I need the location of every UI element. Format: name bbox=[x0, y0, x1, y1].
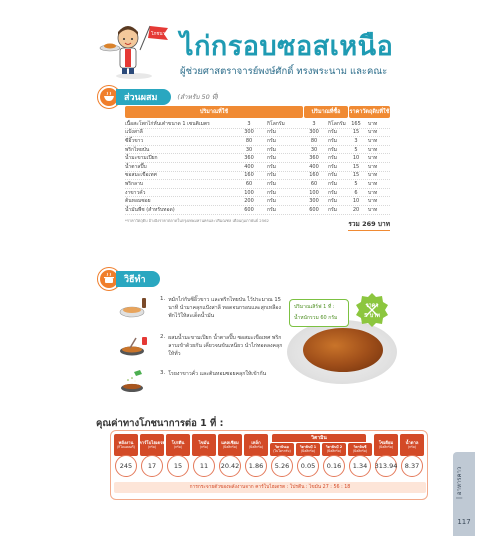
price: 15 bbox=[352, 129, 360, 136]
table-row bbox=[125, 197, 390, 206]
stir-pan-icon bbox=[118, 334, 152, 358]
price: 20 bbox=[352, 206, 360, 213]
qty-bought: 3 bbox=[312, 120, 316, 127]
table-row bbox=[125, 120, 390, 129]
qty-used: 100 bbox=[244, 189, 254, 196]
ingredient-name: เนื้อสะโพกไก่หั่นเต๋าขนาด 1 เซนติเมตร bbox=[125, 120, 210, 127]
qty-bought: 60 bbox=[310, 180, 318, 187]
unit-used: กรัม bbox=[267, 206, 277, 213]
nutrient-unit: (กรัม) bbox=[407, 444, 417, 449]
recipe-author: ผู้ช่วยศาสตราจารย์พงษ์ศักดิ์ ทรงพระนาม และคณะ bbox=[180, 66, 388, 77]
qty-used: 200 bbox=[244, 198, 254, 205]
qty-used: 360 bbox=[244, 155, 254, 162]
nutrient-header bbox=[114, 434, 138, 456]
marinate-bowl-icon bbox=[118, 296, 152, 320]
unit-used: กรัม bbox=[267, 146, 277, 153]
nutrient-value: 20.42 bbox=[219, 455, 241, 477]
nutrient-unit: (มิลลิกรัม) bbox=[300, 448, 316, 453]
sprinkle-pan-icon bbox=[118, 370, 152, 394]
nutrient-unit: (กรัม) bbox=[173, 444, 183, 449]
qty-bought: 160 bbox=[309, 172, 319, 179]
col-price: ราคาวัตถุดิบที่ใช้ bbox=[349, 106, 390, 118]
ingredient-name: แป้งสาลี bbox=[125, 129, 143, 136]
qty-bought: 80 bbox=[310, 137, 318, 144]
price: 15 bbox=[352, 163, 360, 170]
nutrient-header bbox=[140, 434, 164, 456]
section-side-tab bbox=[453, 452, 475, 536]
unit-bought: กรัม bbox=[328, 155, 338, 162]
table-row bbox=[125, 180, 390, 189]
nutrient-header bbox=[374, 434, 398, 456]
nutrient-header bbox=[400, 434, 424, 456]
section-name: | อาหารคาว bbox=[456, 466, 463, 500]
price-unit: บาท bbox=[368, 129, 378, 136]
unit-used: กรัม bbox=[267, 180, 277, 187]
nutrient-unit: (มิลลิกรัม) bbox=[378, 444, 394, 449]
unit-bought: กรัม bbox=[328, 198, 338, 205]
table-row bbox=[125, 172, 390, 181]
ingredient-name: พริกไทยป่น bbox=[125, 146, 150, 153]
price: 165 bbox=[351, 120, 361, 127]
price-unit: บาท bbox=[368, 189, 378, 196]
nutrient-name: ไขมัน bbox=[198, 439, 210, 445]
nutrient-value: 0.16 bbox=[323, 455, 345, 477]
unit-used: กรัม bbox=[267, 163, 277, 170]
nutrition-title: คุณค่าทางโภชนาการต่อ 1 ที่ : bbox=[96, 418, 224, 429]
price: 15 bbox=[352, 172, 360, 179]
nutrient-unit: (กรัม) bbox=[147, 444, 157, 449]
nutrient-unit: (กิโลแคลอรี) bbox=[117, 444, 135, 449]
nutrient-unit: (มิลลิกรัม) bbox=[352, 448, 368, 453]
ingredients-note: (สำหรับ 50 ที่) bbox=[177, 93, 219, 101]
table-footer bbox=[125, 219, 390, 231]
energy-distribution: การกระจายตัวของพลังงานจาก คาร์โบไฮเดรต : โปรตีน : ไขมัน 27 : 56 : 18 bbox=[114, 482, 426, 493]
qty-used: 80 bbox=[245, 137, 253, 144]
nutrient-value: 15 bbox=[167, 455, 189, 477]
price-unit: บาท bbox=[368, 146, 378, 153]
ingredient-name: พริกลาบ bbox=[125, 180, 144, 187]
ingredients-label: ส่วนผสม bbox=[116, 89, 171, 105]
unit-used: กิโลกรัม bbox=[267, 120, 285, 127]
method-label: วิธีทำ bbox=[116, 271, 160, 287]
nutrient-value: 1.86 bbox=[245, 455, 267, 477]
col-used: ปริมาณที่ใช้ bbox=[125, 106, 303, 118]
nutrient-header bbox=[218, 434, 242, 456]
step-2 bbox=[118, 334, 286, 358]
step-1-text: หมักไก่กับซีอิ๊วขาว และพริกไทยป่น ไว้ประมาณ 15 นาที นำมาคลุกแป้งสาลี ทอดจนกรอบและสุกเหลือง พักไว้ให้สะเด็ดน้ำมัน bbox=[168, 297, 281, 320]
nutrient-name: วิตามินเอ bbox=[275, 444, 289, 449]
unit-bought: กรัม bbox=[328, 189, 338, 196]
price-unit: บาท bbox=[368, 206, 378, 213]
price-badge-line1: ราคา bbox=[365, 303, 379, 309]
unit-used: กรัม bbox=[267, 198, 277, 205]
unit-bought: กรัม bbox=[328, 163, 338, 170]
qty-bought: 30 bbox=[310, 146, 318, 153]
nutrient-name: โซเดียม bbox=[378, 439, 394, 445]
table-row bbox=[125, 163, 390, 172]
price: 10 bbox=[352, 198, 360, 205]
price: 3 bbox=[354, 137, 358, 144]
unit-bought: กรัม bbox=[328, 129, 338, 136]
nutrient-header bbox=[244, 434, 268, 456]
price-unit: บาท bbox=[368, 180, 378, 187]
price-unit: บาท bbox=[368, 198, 378, 205]
step-3-number: 3. bbox=[160, 370, 166, 376]
step-1-number: 1. bbox=[160, 296, 166, 302]
qty-used: 400 bbox=[244, 163, 254, 170]
qty-bought: 400 bbox=[309, 163, 319, 170]
qty-bought: 100 bbox=[309, 189, 319, 196]
price-unit: บาท bbox=[368, 163, 378, 170]
unit-bought: กรัม bbox=[328, 206, 338, 213]
nutrient-name: โปรตีน bbox=[171, 439, 185, 445]
unit-used: กรัม bbox=[267, 189, 277, 196]
unit-bought: กรัม bbox=[328, 172, 338, 179]
unit-used: กรัม bbox=[267, 129, 277, 136]
table-row bbox=[125, 137, 390, 146]
nutrient-name: วิตามินบี 1 bbox=[299, 444, 317, 449]
nutrient-unit: (มิลลิกรัม) bbox=[326, 448, 342, 453]
nutrient-name: คาร์โบไฮเดรต bbox=[138, 439, 166, 445]
ingredient-name: ต้นหอมซอย bbox=[125, 198, 151, 205]
price-unit: บาท bbox=[368, 155, 378, 162]
unit-bought: กรัม bbox=[328, 146, 338, 153]
step-2-number: 2. bbox=[160, 334, 166, 340]
nutrient-value: 1.34 bbox=[349, 455, 371, 477]
nutrient-value: 245 bbox=[115, 455, 137, 477]
price: 5 bbox=[354, 180, 358, 187]
unit-bought: กิโลกรัม bbox=[328, 120, 346, 127]
total-price: รวม 269 บาท bbox=[348, 219, 390, 231]
serving-box bbox=[289, 299, 349, 327]
nutrition-header-row bbox=[114, 434, 426, 456]
ingredient-name: น้ำตาลปี๊บ bbox=[125, 163, 147, 170]
ingredients-table bbox=[125, 106, 390, 231]
table-row bbox=[125, 146, 390, 155]
vitamin-band: วิตามิน bbox=[272, 434, 366, 442]
table-header bbox=[125, 106, 390, 118]
unit-used: กรัม bbox=[267, 137, 277, 144]
ingredient-name: งาขาวคั่ว bbox=[125, 189, 146, 196]
nutrition-box bbox=[110, 430, 428, 500]
nutrient-header bbox=[192, 434, 216, 456]
price-badge bbox=[354, 292, 390, 328]
nutrient-name: น้ำตาล bbox=[405, 439, 419, 445]
qty-used: 3 bbox=[247, 120, 251, 127]
step-3 bbox=[118, 370, 286, 394]
crispy-chicken bbox=[303, 328, 383, 372]
price-unit: บาท bbox=[368, 172, 378, 179]
qty-used: 160 bbox=[244, 172, 254, 179]
unit-bought: กรัม bbox=[328, 180, 338, 187]
table-row bbox=[125, 206, 390, 215]
nutrient-value: 313.94 bbox=[375, 455, 397, 477]
table-row bbox=[125, 189, 390, 198]
price: 5 bbox=[354, 146, 358, 153]
serving-label: ปริมาณเสิร์ฟ 1 ที่ : bbox=[294, 304, 335, 310]
nutrient-name: เหล็ก bbox=[251, 439, 261, 445]
step-3-text: โรยงาขาวคั่ว และต้นหอมซอยคลุกให้เข้ากัน bbox=[168, 371, 267, 377]
qty-bought: 300 bbox=[309, 129, 319, 136]
recipe-title: ไก่กรอบซอสเหนือ bbox=[180, 31, 394, 62]
ingredient-name: ซอสมะเขือเทศ bbox=[125, 172, 157, 179]
price-unit: บาท bbox=[368, 120, 378, 127]
price-footnote: *ราคาวัตถุดิบ อ้างอิงราคาตลาดในกรุงเทพมหานครและปริมณฑล เดือนกุมภาพันธ์ 2562 bbox=[125, 217, 269, 223]
nutrient-unit: (ไมโครกรัม) bbox=[273, 448, 291, 453]
price: 6 bbox=[354, 189, 358, 196]
table-body bbox=[125, 120, 390, 215]
qty-used: 30 bbox=[245, 146, 253, 153]
nutrient-value: 5.26 bbox=[271, 455, 293, 477]
serving-weight: น้ำหนักรวม 60 กรัม bbox=[294, 315, 338, 321]
ingredient-name: น้ำมะขามเปียก bbox=[125, 155, 158, 162]
nutrient-unit: (มิลลิกรัม) bbox=[248, 444, 264, 449]
nutrient-unit: (มิลลิกรัม) bbox=[222, 444, 238, 449]
price-badge-text bbox=[354, 301, 390, 322]
mascot-flag-text: โภชนาการ bbox=[151, 32, 173, 37]
ingredients-header bbox=[98, 86, 219, 108]
price-badge-line2: 5 บาท bbox=[364, 313, 380, 320]
col-bought: ปริมาณที่ซื้อ bbox=[304, 106, 348, 118]
qty-bought: 300 bbox=[309, 198, 319, 205]
qty-bought: 360 bbox=[309, 155, 319, 162]
nutrient-header bbox=[166, 434, 190, 456]
method-header bbox=[98, 268, 160, 290]
nutrient-unit: (กรัม) bbox=[199, 444, 209, 449]
table-row bbox=[125, 154, 390, 163]
step-2-text: ผสมน้ำมะขามเปียก น้ำตาลปี๊บ ซอสมะเขือเทศ พริกลาบเข้าด้วยกัน เคี่ยวจนข้นเหนียว นำไก่ทอดลงคลุกให้ทั่ว bbox=[168, 335, 283, 358]
nutrient-name: วิตามินซี bbox=[353, 444, 367, 449]
nutrient-value: 8.37 bbox=[401, 455, 423, 477]
qty-bought: 600 bbox=[309, 206, 319, 213]
ingredient-name: น้ำมันพืช (สำหรับทอด) bbox=[125, 206, 175, 213]
unit-used: กรัม bbox=[267, 172, 277, 179]
nutrient-name: พลังงาน bbox=[118, 439, 134, 445]
ingredient-name: ซีอิ๊วขาว bbox=[125, 137, 144, 144]
page-number: 117 bbox=[457, 518, 471, 526]
nutrient-value: 11 bbox=[193, 455, 215, 477]
nutrient-value: 17 bbox=[141, 455, 163, 477]
table-row bbox=[125, 129, 390, 138]
price: 10 bbox=[352, 155, 360, 162]
nutrient-name: แคลเซียม bbox=[221, 439, 239, 445]
price-unit: บาท bbox=[368, 137, 378, 144]
step-1 bbox=[118, 296, 286, 320]
qty-used: 600 bbox=[244, 206, 254, 213]
nutrient-name: วิตามินบี 2 bbox=[325, 444, 343, 449]
unit-used: กรัม bbox=[267, 155, 277, 162]
qty-used: 300 bbox=[244, 129, 254, 136]
qty-used: 60 bbox=[245, 180, 253, 187]
unit-bought: กรัม bbox=[328, 137, 338, 144]
mascot-illustration bbox=[98, 18, 173, 80]
nutrient-value: 0.05 bbox=[297, 455, 319, 477]
